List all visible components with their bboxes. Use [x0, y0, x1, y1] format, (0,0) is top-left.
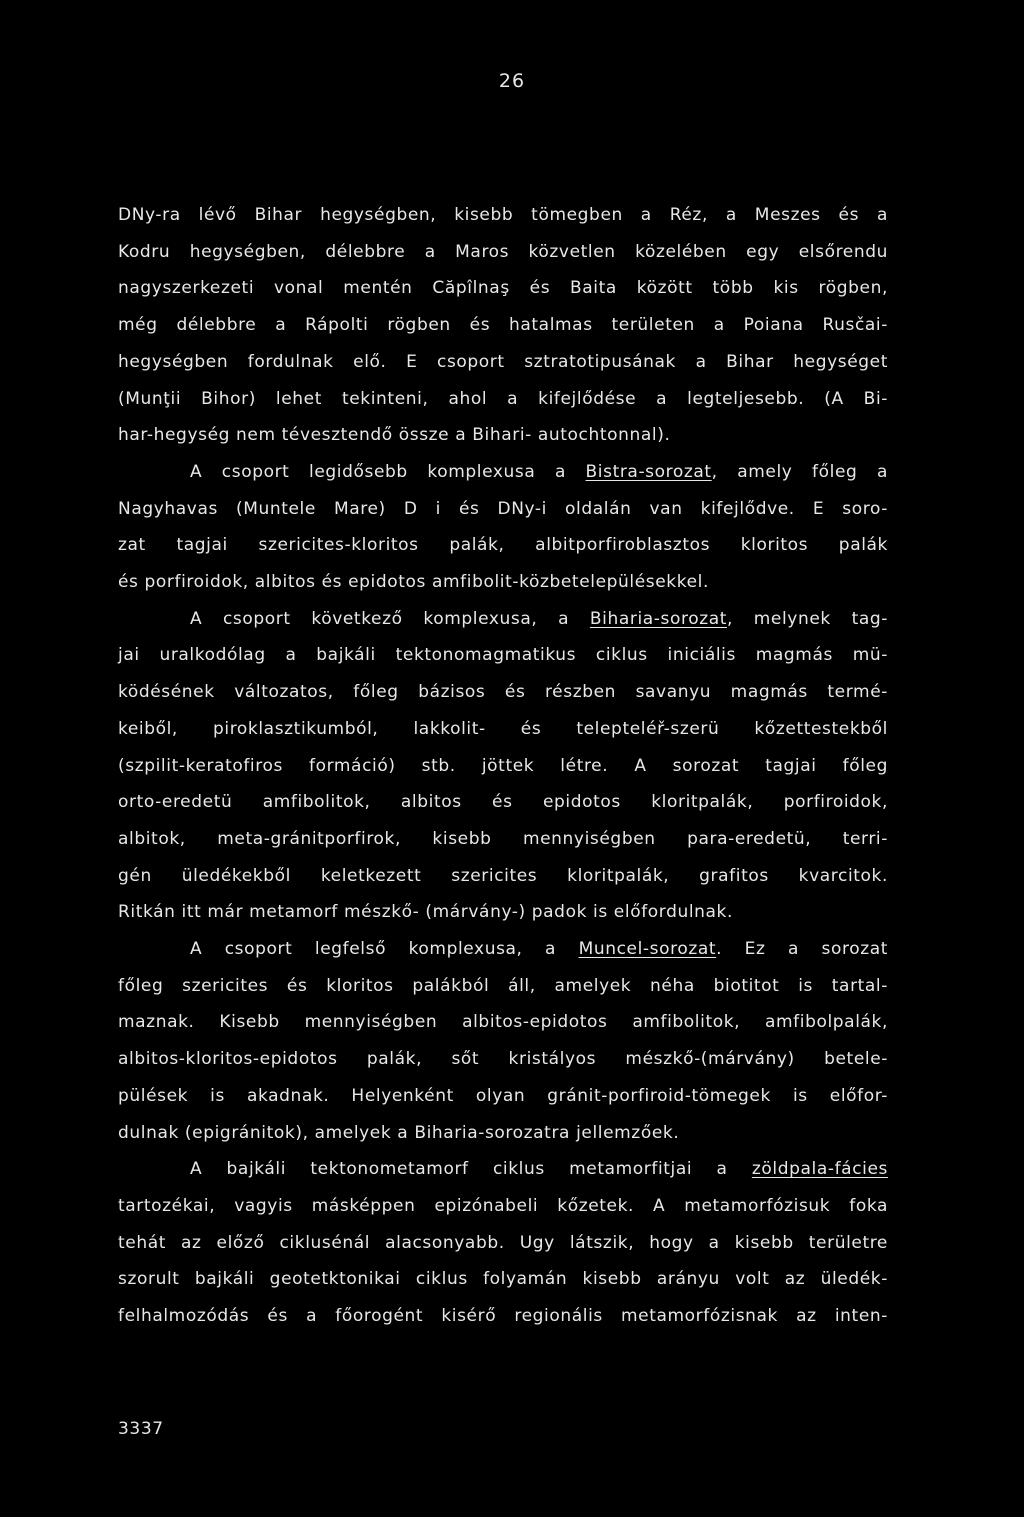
underlined-term: Muncel-sorozat: [578, 939, 717, 960]
text-line: hegységben fordulnak elő. E csoport sztratotipusának a Bihar hegységet: [118, 351, 888, 372]
text-line: jai uralkodólag a bajkáli tektonomagmatikus ciklus iniciális magmás mü-: [118, 645, 888, 666]
text-line: gén üledékekből keletkezett szericites kloritpalák, grafitos kvarcitok.: [118, 865, 888, 886]
text-line: dulnak (epigránitok), amelyek a Biharia-sorozatra jellemzőek.: [118, 1122, 680, 1143]
text-line: albitok, meta-gránitporfirok, kisebb mennyiségben para-eredetü, terri-: [118, 828, 888, 849]
text-line: (Munţii Bihor) lehet tekinteni, ahol a kifejlődése a legteljesebb. (A Bi-: [118, 388, 888, 409]
text-line: har-hegység nem tévesztendő össze a Bihari- autochtonnal).: [118, 425, 671, 446]
text-line: ködésének változatos, főleg bázisos és részben savanyu magmás termé-: [118, 682, 888, 703]
underlined-term: zöldpala-fácies: [751, 1159, 888, 1180]
text-line: A bajkáli tektonometamorf ciklus metamorfitjai a zöldpala-fácies: [190, 1159, 888, 1180]
text-line: felhalmozódás és a főorogént kisérő regionális metamorfózisnak az inten-: [118, 1306, 888, 1327]
body-text: [118, 197, 888, 1335]
text-line: még délebbre a Rápolti rögben és hatalmas területen a Poiana Rusčai-: [118, 315, 888, 336]
text-line: zat tagjai szericites-kloritos palák, albitporfiroblasztos kloritos palák: [118, 535, 888, 556]
text-line: A csoport következő komplexusa, a Biharia-sorozat, melynek tag-: [190, 608, 888, 629]
text-line: albitos-kloritos-epidotos palák, sőt kristályos mészkő-(márvány) betele-: [118, 1049, 888, 1070]
text-line: tartozékai, vagyis másképpen epizónabeli kőzetek. A metamorfózisuk foka: [118, 1195, 888, 1216]
page-number: 26: [498, 70, 526, 92]
footer-code: 3337: [118, 1419, 164, 1439]
text-line: keiből, piroklasztikumból, lakkolit- és telepteléř-szerü kőzettestekből: [118, 718, 888, 739]
text-line: szorult bajkáli geotetktonikai ciklus folyamán kisebb arányu volt az üledék-: [118, 1269, 888, 1290]
text-line: pülések is akadnak. Helyenként olyan gránit-porfiroid-tömegek is előfor-: [118, 1085, 888, 1106]
text-line: orto-eredetü amfibolitok, albitos és epidotos kloritpalák, porfiroidok,: [118, 792, 888, 813]
text-line: A csoport legfelső komplexusa, a Muncel-sorozat. Ez a sorozat: [190, 939, 888, 960]
underlined-term: Biharia-sorozat: [589, 608, 727, 629]
text-line: Nagyhavas (Muntele Mare) D i és DNy-i oldalán van kifejlődve. E soro-: [118, 498, 888, 519]
text-line: főleg szericites és kloritos palákból áll, amelyek néha biotitot is tartal-: [118, 975, 888, 996]
text-line: (szpilit-keratofiros formáció) stb. jöttek létre. A sorozat tagjai főleg: [118, 755, 888, 776]
text-line: DNy-ra lévő Bihar hegységben, kisebb tömegben a Réz, a Meszes és a: [118, 205, 888, 225]
text-line: Kodru hegységben, délebbre a Maros közvetlen közelében egy elsőrendu: [118, 241, 888, 262]
text-line: A csoport legidősebb komplexusa a Bistra-sorozat, amely főleg a: [190, 461, 888, 482]
text-line: és porfiroidok, albitos és epidotos amfibolit-közbetelepülésekkel.: [118, 572, 709, 593]
text-line: nagyszerkezeti vonal mentén Căpîlnaş és Baita között több kis rögben,: [118, 278, 888, 299]
underlined-term: Bistra-sorozat: [585, 461, 712, 482]
text-line: tehát az előző ciklusénál alacsonyabb. Ugy látszik, hogy a kisebb területre: [118, 1232, 888, 1253]
text-line: maznak. Kisebb mennyiségben albitos-epidotos amfibolitok, amfibolpalák,: [118, 1012, 888, 1033]
text-line: Ritkán itt már metamorf mészkő- (márvány-) padok is előfordulnak.: [118, 902, 733, 923]
